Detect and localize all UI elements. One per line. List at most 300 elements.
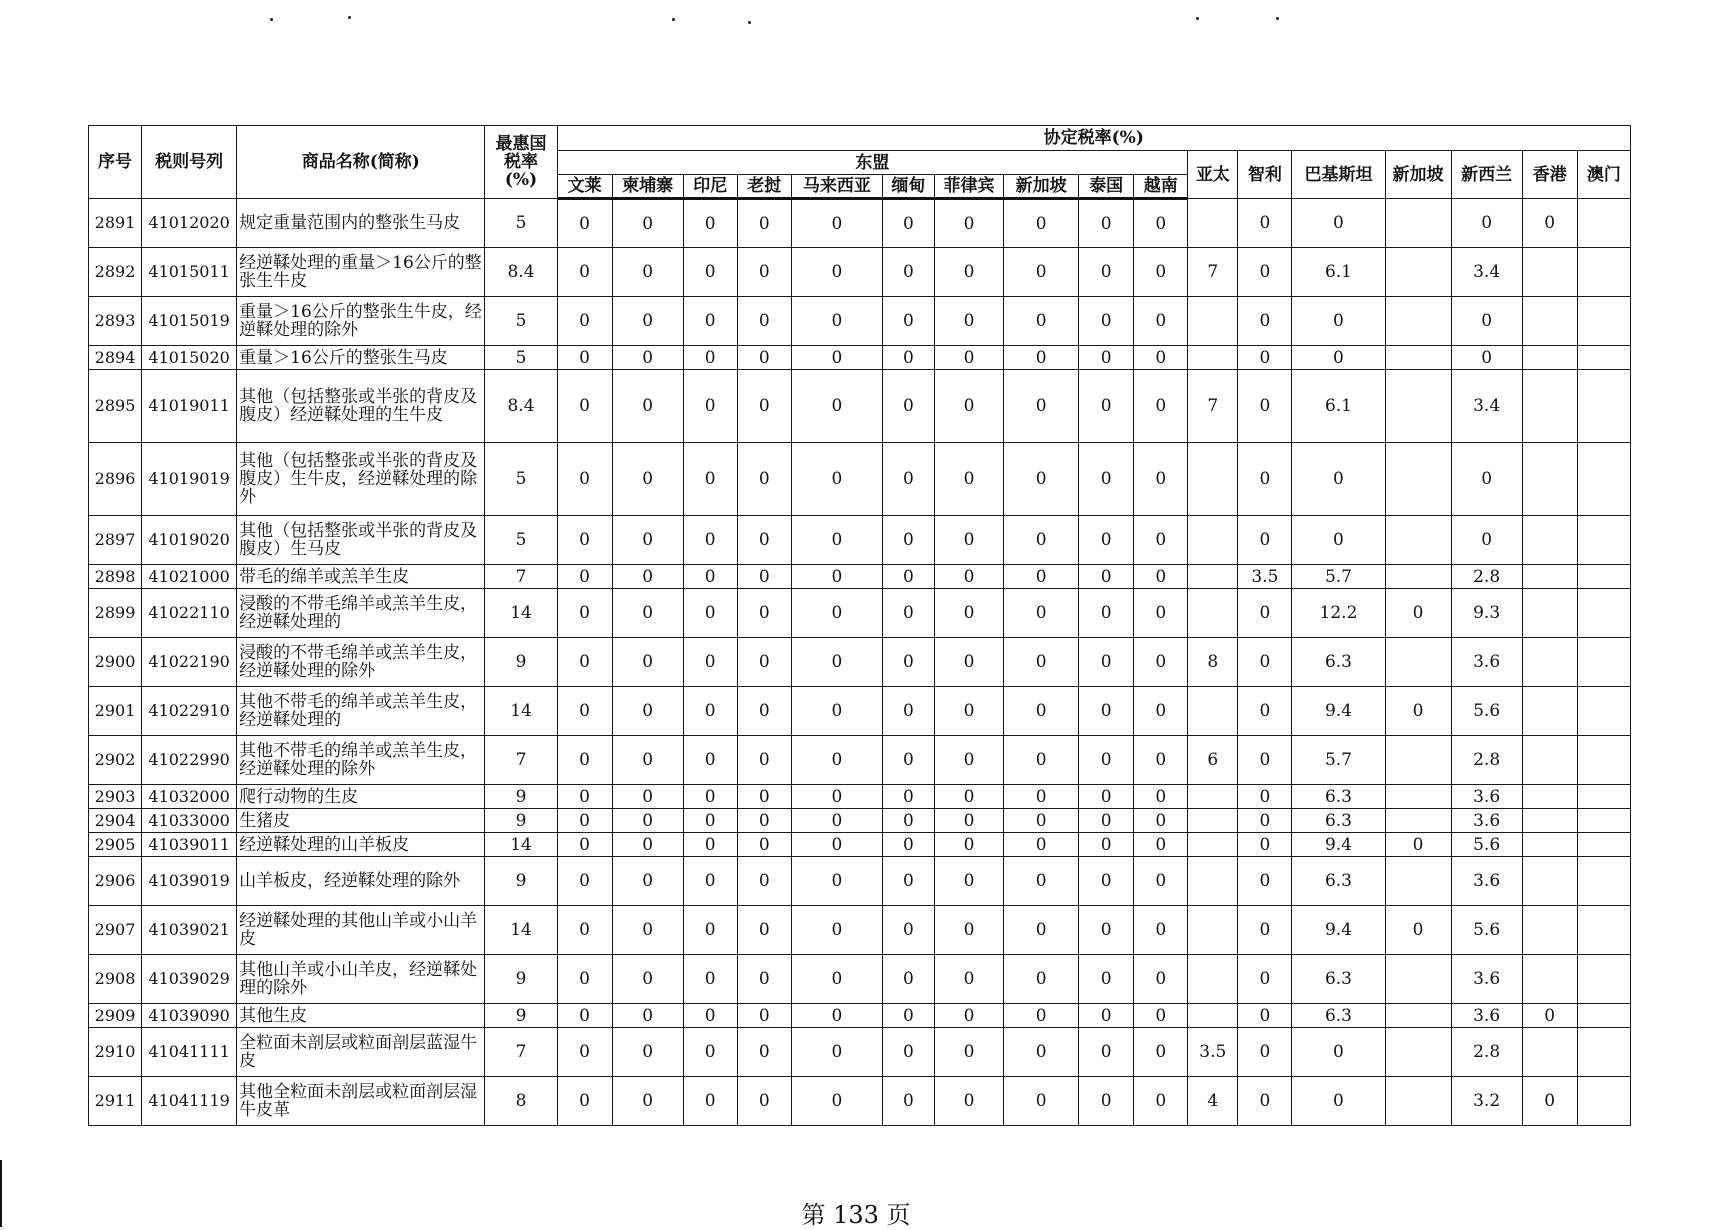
row-chile-rate: 0 — [1238, 785, 1292, 809]
row-chile-rate: 0 — [1238, 736, 1292, 785]
row-singapore-rate — [1385, 1028, 1451, 1077]
row-mfn-rate: 5 — [485, 199, 557, 248]
row-asean-rate: 0 — [737, 516, 791, 565]
row-seq: 2892 — [89, 248, 142, 297]
row-asean-rate: 0 — [1134, 443, 1188, 516]
table-row — [89, 906, 1631, 955]
row-pakistan-rate: 5.7 — [1292, 736, 1385, 785]
row-apta-rate — [1188, 857, 1238, 906]
row-new-zealand-rate: 2.8 — [1451, 736, 1522, 785]
header-asean-singapore: 新加坡 — [1004, 175, 1079, 199]
row-new-zealand-rate: 2.8 — [1451, 1028, 1522, 1077]
row-asean-rate: 0 — [1004, 346, 1079, 370]
row-mfn-rate: 5 — [485, 297, 557, 346]
row-asean-rate: 0 — [934, 443, 1003, 516]
row-singapore-rate — [1385, 346, 1451, 370]
row-asean-rate: 0 — [882, 443, 934, 516]
row-asean-rate: 0 — [683, 736, 737, 785]
row-asean-rate: 0 — [1004, 906, 1079, 955]
row-asean-rate: 0 — [683, 833, 737, 857]
row-asean-rate: 0 — [612, 1004, 683, 1028]
scan-speck — [672, 18, 675, 21]
row-asean-rate: 0 — [1134, 857, 1188, 906]
table-row — [89, 809, 1631, 833]
row-singapore-rate — [1385, 516, 1451, 565]
row-asean-rate: 0 — [1134, 565, 1188, 589]
row-pakistan-rate: 6.1 — [1292, 248, 1385, 297]
row-mfn-rate: 8 — [485, 1077, 557, 1126]
row-asean-rate: 0 — [683, 370, 737, 443]
row-asean-rate: 0 — [1134, 516, 1188, 565]
row-singapore-rate — [1385, 1077, 1451, 1126]
row-macau-rate — [1577, 955, 1630, 1004]
row-asean-rate: 0 — [683, 857, 737, 906]
row-new-zealand-rate: 5.6 — [1451, 906, 1522, 955]
row-singapore-rate — [1385, 199, 1451, 248]
row-mfn-rate: 9 — [485, 1004, 557, 1028]
scan-speck — [348, 16, 351, 19]
row-asean-rate: 0 — [1004, 248, 1079, 297]
row-chile-rate: 0 — [1238, 955, 1292, 1004]
header-mfn-line3: (%) — [504, 170, 538, 190]
row-asean-rate: 0 — [882, 370, 934, 443]
row-singapore-rate — [1385, 248, 1451, 297]
row-asean-rate: 0 — [934, 833, 1003, 857]
row-asean-rate: 0 — [1134, 370, 1188, 443]
table-row — [89, 736, 1631, 785]
row-asean-rate: 0 — [882, 638, 934, 687]
header-hong-kong: 香港 — [1522, 151, 1577, 199]
header-mfn-line1: 最惠国 — [495, 134, 547, 154]
row-macau-rate — [1577, 589, 1630, 638]
row-asean-rate: 0 — [1004, 199, 1079, 248]
header-asean: 东盟 — [557, 151, 1188, 175]
row-product-name: 重量＞16公斤的整张生牛皮，经逆鞣处理的除外 — [237, 297, 485, 346]
row-asean-rate: 0 — [934, 589, 1003, 638]
row-asean-rate: 0 — [1079, 248, 1134, 297]
row-new-zealand-rate: 3.4 — [1451, 370, 1522, 443]
row-pakistan-rate: 0 — [1292, 297, 1385, 346]
row-chile-rate: 0 — [1238, 346, 1292, 370]
row-asean-rate: 0 — [612, 443, 683, 516]
row-apta-rate — [1188, 906, 1238, 955]
table-row — [89, 955, 1631, 1004]
row-asean-rate: 0 — [882, 565, 934, 589]
row-seq: 2909 — [89, 1004, 142, 1028]
row-asean-rate: 0 — [1134, 687, 1188, 736]
row-asean-rate: 0 — [683, 297, 737, 346]
row-asean-rate: 0 — [791, 955, 882, 1004]
row-macau-rate — [1577, 1077, 1630, 1126]
row-seq: 2893 — [89, 297, 142, 346]
row-product-name: 其他不带毛的绵羊或羔羊生皮，经逆鞣处理的除外 — [237, 736, 485, 785]
row-asean-rate: 0 — [557, 833, 612, 857]
row-chile-rate: 0 — [1238, 297, 1292, 346]
table-row — [89, 370, 1631, 443]
row-mfn-rate: 9 — [485, 809, 557, 833]
row-pakistan-rate: 6.1 — [1292, 370, 1385, 443]
row-new-zealand-rate: 3.6 — [1451, 857, 1522, 906]
row-asean-rate: 0 — [882, 955, 934, 1004]
row-asean-rate: 0 — [1079, 857, 1134, 906]
row-asean-rate: 0 — [882, 297, 934, 346]
row-hong-kong-rate — [1522, 687, 1577, 736]
table-row — [89, 1028, 1631, 1077]
row-tariff-code: 41041111 — [142, 1028, 237, 1077]
row-chile-rate: 0 — [1238, 199, 1292, 248]
row-asean-rate: 0 — [934, 809, 1003, 833]
row-new-zealand-rate: 9.3 — [1451, 589, 1522, 638]
row-macau-rate — [1577, 297, 1630, 346]
row-asean-rate: 0 — [737, 1004, 791, 1028]
row-tariff-code: 41041119 — [142, 1077, 237, 1126]
row-mfn-rate: 5 — [485, 443, 557, 516]
row-asean-rate: 0 — [791, 565, 882, 589]
row-tariff-code: 41022190 — [142, 638, 237, 687]
row-product-name: 其他全粒面未剖层或粒面剖层湿牛皮革 — [237, 1077, 485, 1126]
row-asean-rate: 0 — [683, 516, 737, 565]
row-apta-rate: 8 — [1188, 638, 1238, 687]
row-tariff-code: 41012020 — [142, 199, 237, 248]
row-macau-rate — [1577, 785, 1630, 809]
table-row — [89, 248, 1631, 297]
row-asean-rate: 0 — [1004, 1028, 1079, 1077]
row-asean-rate: 0 — [612, 589, 683, 638]
row-asean-rate: 0 — [791, 809, 882, 833]
row-tariff-code: 41015020 — [142, 346, 237, 370]
row-tariff-code: 41015011 — [142, 248, 237, 297]
row-asean-rate: 0 — [557, 346, 612, 370]
row-asean-rate: 0 — [683, 565, 737, 589]
row-apta-rate — [1188, 346, 1238, 370]
row-asean-rate: 0 — [683, 1077, 737, 1126]
row-asean-rate: 0 — [1079, 370, 1134, 443]
row-seq: 2900 — [89, 638, 142, 687]
row-asean-rate: 0 — [791, 906, 882, 955]
row-product-name: 浸酸的不带毛绵羊或羔羊生皮，经逆鞣处理的除外 — [237, 638, 485, 687]
row-asean-rate: 0 — [1134, 199, 1188, 248]
row-asean-rate: 0 — [737, 833, 791, 857]
row-asean-rate: 0 — [1004, 833, 1079, 857]
row-asean-rate: 0 — [934, 1004, 1003, 1028]
header-code: 税则号列 — [142, 126, 237, 199]
row-asean-rate: 0 — [1134, 346, 1188, 370]
row-asean-rate: 0 — [791, 1028, 882, 1077]
row-asean-rate: 0 — [934, 297, 1003, 346]
row-asean-rate: 0 — [612, 906, 683, 955]
row-mfn-rate: 5 — [485, 346, 557, 370]
row-asean-rate: 0 — [934, 1077, 1003, 1126]
row-asean-rate: 0 — [882, 589, 934, 638]
row-asean-rate: 0 — [1134, 248, 1188, 297]
row-tariff-code: 41019011 — [142, 370, 237, 443]
row-hong-kong-rate — [1522, 955, 1577, 1004]
row-asean-rate: 0 — [791, 297, 882, 346]
row-asean-rate: 0 — [1004, 857, 1079, 906]
row-asean-rate: 0 — [791, 687, 882, 736]
row-pakistan-rate: 6.3 — [1292, 638, 1385, 687]
row-hong-kong-rate — [1522, 809, 1577, 833]
row-asean-rate: 0 — [934, 785, 1003, 809]
row-asean-rate: 0 — [882, 833, 934, 857]
row-asean-rate: 0 — [882, 346, 934, 370]
row-hong-kong-rate — [1522, 589, 1577, 638]
row-hong-kong-rate — [1522, 443, 1577, 516]
row-asean-rate: 0 — [882, 857, 934, 906]
row-asean-rate: 0 — [934, 955, 1003, 1004]
row-seq: 2907 — [89, 906, 142, 955]
row-singapore-rate — [1385, 857, 1451, 906]
header-name: 商品名称(简称) — [237, 126, 485, 199]
row-macau-rate — [1577, 638, 1630, 687]
header-new-zealand: 新西兰 — [1451, 151, 1522, 199]
row-asean-rate: 0 — [934, 906, 1003, 955]
row-apta-rate: 7 — [1188, 370, 1238, 443]
row-pakistan-rate: 0 — [1292, 199, 1385, 248]
row-hong-kong-rate — [1522, 1028, 1577, 1077]
row-product-name: 山羊板皮，经逆鞣处理的除外 — [237, 857, 485, 906]
row-macau-rate — [1577, 1004, 1630, 1028]
row-asean-rate: 0 — [1079, 346, 1134, 370]
row-new-zealand-rate: 3.6 — [1451, 809, 1522, 833]
row-tariff-code: 41039019 — [142, 857, 237, 906]
row-asean-rate: 0 — [612, 687, 683, 736]
row-asean-rate: 0 — [683, 1028, 737, 1077]
header-asean-malaysia: 马来西亚 — [791, 175, 882, 199]
row-pakistan-rate: 0 — [1292, 1077, 1385, 1126]
row-asean-rate: 0 — [1134, 736, 1188, 785]
row-asean-rate: 0 — [612, 736, 683, 785]
row-asean-rate: 0 — [791, 346, 882, 370]
row-seq: 2894 — [89, 346, 142, 370]
row-asean-rate: 0 — [1004, 687, 1079, 736]
row-chile-rate: 0 — [1238, 1004, 1292, 1028]
header-asean-laos: 老挝 — [737, 175, 791, 199]
row-asean-rate: 0 — [1004, 516, 1079, 565]
row-asean-rate: 0 — [737, 1077, 791, 1126]
row-asean-rate: 0 — [934, 346, 1003, 370]
row-macau-rate — [1577, 516, 1630, 565]
row-new-zealand-rate: 3.2 — [1451, 1077, 1522, 1126]
row-hong-kong-rate — [1522, 906, 1577, 955]
row-apta-rate — [1188, 955, 1238, 1004]
header-asean-cambodia: 柬埔寨 — [612, 175, 683, 199]
row-hong-kong-rate — [1522, 248, 1577, 297]
row-singapore-rate — [1385, 955, 1451, 1004]
row-asean-rate: 0 — [1079, 516, 1134, 565]
row-asean-rate: 0 — [737, 638, 791, 687]
row-chile-rate: 0 — [1238, 589, 1292, 638]
table-row — [89, 346, 1631, 370]
row-seq: 2901 — [89, 687, 142, 736]
row-asean-rate: 0 — [791, 516, 882, 565]
row-asean-rate: 0 — [1079, 955, 1134, 1004]
row-asean-rate: 0 — [791, 370, 882, 443]
row-asean-rate: 0 — [934, 638, 1003, 687]
row-pakistan-rate: 6.3 — [1292, 785, 1385, 809]
header-row-1 — [89, 126, 1631, 151]
row-macau-rate — [1577, 736, 1630, 785]
table-row — [89, 785, 1631, 809]
row-asean-rate: 0 — [683, 809, 737, 833]
row-macau-rate — [1577, 565, 1630, 589]
row-apta-rate — [1188, 785, 1238, 809]
row-hong-kong-rate — [1522, 638, 1577, 687]
header-asean-vietnam: 越南 — [1134, 175, 1188, 199]
row-asean-rate: 0 — [1004, 370, 1079, 443]
header-asean-brunei: 文莱 — [557, 175, 612, 199]
row-asean-rate: 0 — [737, 565, 791, 589]
row-apta-rate: 4 — [1188, 1077, 1238, 1126]
row-mfn-rate: 7 — [485, 1028, 557, 1077]
row-asean-rate: 0 — [934, 1028, 1003, 1077]
table-row — [89, 1077, 1631, 1126]
row-seq: 2898 — [89, 565, 142, 589]
row-asean-rate: 0 — [612, 809, 683, 833]
row-pakistan-rate: 9.4 — [1292, 687, 1385, 736]
row-asean-rate: 0 — [557, 857, 612, 906]
table-row — [89, 1004, 1631, 1028]
row-asean-rate: 0 — [934, 565, 1003, 589]
row-asean-rate: 0 — [612, 1028, 683, 1077]
row-tariff-code: 41039090 — [142, 1004, 237, 1028]
row-singapore-rate — [1385, 297, 1451, 346]
row-asean-rate: 0 — [737, 1028, 791, 1077]
row-singapore-rate — [1385, 809, 1451, 833]
row-chile-rate: 0 — [1238, 516, 1292, 565]
row-seq: 2906 — [89, 857, 142, 906]
row-seq: 2896 — [89, 443, 142, 516]
row-asean-rate: 0 — [1004, 565, 1079, 589]
row-chile-rate: 0 — [1238, 833, 1292, 857]
row-asean-rate: 0 — [737, 809, 791, 833]
row-seq: 2904 — [89, 809, 142, 833]
row-asean-rate: 0 — [1004, 785, 1079, 809]
row-asean-rate: 0 — [557, 638, 612, 687]
header-macau: 澳门 — [1577, 151, 1630, 199]
row-asean-rate: 0 — [791, 248, 882, 297]
row-chile-rate: 0 — [1238, 809, 1292, 833]
scan-speck — [270, 18, 273, 21]
row-asean-rate: 0 — [1004, 1077, 1079, 1126]
row-asean-rate: 0 — [1134, 809, 1188, 833]
header-asean-indonesia: 印尼 — [683, 175, 737, 199]
header-agreement: 协定税率(%) — [557, 126, 1630, 151]
row-mfn-rate: 14 — [485, 687, 557, 736]
row-seq: 2899 — [89, 589, 142, 638]
row-pakistan-rate: 6.3 — [1292, 1004, 1385, 1028]
row-asean-rate: 0 — [683, 248, 737, 297]
row-asean-rate: 0 — [1004, 736, 1079, 785]
row-macau-rate — [1577, 248, 1630, 297]
row-mfn-rate: 14 — [485, 589, 557, 638]
row-product-name: 全粒面未剖层或粒面剖层蓝湿牛皮 — [237, 1028, 485, 1077]
header-mfn-line2: 税率 — [504, 152, 538, 172]
row-asean-rate: 0 — [612, 638, 683, 687]
row-new-zealand-rate: 3.6 — [1451, 1004, 1522, 1028]
row-asean-rate: 0 — [882, 1077, 934, 1126]
row-asean-rate: 0 — [882, 906, 934, 955]
row-asean-rate: 0 — [612, 370, 683, 443]
row-chile-rate: 0 — [1238, 1077, 1292, 1126]
row-asean-rate: 0 — [934, 370, 1003, 443]
row-chile-rate: 0 — [1238, 687, 1292, 736]
row-asean-rate: 0 — [882, 687, 934, 736]
row-asean-rate: 0 — [1134, 785, 1188, 809]
row-asean-rate: 0 — [791, 1004, 882, 1028]
row-hong-kong-rate: 0 — [1522, 1004, 1577, 1028]
row-asean-rate: 0 — [737, 346, 791, 370]
row-seq: 2897 — [89, 516, 142, 565]
row-hong-kong-rate — [1522, 736, 1577, 785]
row-chile-rate: 0 — [1238, 906, 1292, 955]
row-asean-rate: 0 — [683, 589, 737, 638]
row-asean-rate: 0 — [612, 199, 683, 248]
row-asean-rate: 0 — [1079, 199, 1134, 248]
row-tariff-code: 41019020 — [142, 516, 237, 565]
row-macau-rate — [1577, 199, 1630, 248]
row-chile-rate: 0 — [1238, 370, 1292, 443]
row-mfn-rate: 8.4 — [485, 248, 557, 297]
row-asean-rate: 0 — [612, 785, 683, 809]
row-new-zealand-rate: 3.6 — [1451, 638, 1522, 687]
row-singapore-rate: 0 — [1385, 687, 1451, 736]
row-asean-rate: 0 — [737, 370, 791, 443]
table-row — [89, 687, 1631, 736]
row-asean-rate: 0 — [557, 443, 612, 516]
row-asean-rate: 0 — [557, 589, 612, 638]
row-new-zealand-rate: 5.6 — [1451, 687, 1522, 736]
row-tariff-code: 41039011 — [142, 833, 237, 857]
page-number: 第 133 页 — [801, 1201, 911, 1229]
header-apta: 亚太 — [1188, 151, 1238, 199]
row-macau-rate — [1577, 857, 1630, 906]
row-singapore-rate — [1385, 638, 1451, 687]
row-hong-kong-rate — [1522, 297, 1577, 346]
row-asean-rate: 0 — [882, 516, 934, 565]
row-product-name: 其他（包括整张或半张的背皮及腹皮）生马皮 — [237, 516, 485, 565]
row-asean-rate: 0 — [737, 857, 791, 906]
row-hong-kong-rate — [1522, 785, 1577, 809]
row-seq: 2891 — [89, 199, 142, 248]
row-apta-rate — [1188, 443, 1238, 516]
row-tariff-code: 41015019 — [142, 297, 237, 346]
row-pakistan-rate: 0 — [1292, 516, 1385, 565]
row-asean-rate: 0 — [1004, 638, 1079, 687]
row-mfn-rate: 14 — [485, 833, 557, 857]
row-asean-rate: 0 — [612, 297, 683, 346]
row-macau-rate — [1577, 370, 1630, 443]
row-product-name: 经逆鞣处理的山羊板皮 — [237, 833, 485, 857]
row-asean-rate: 0 — [612, 833, 683, 857]
row-product-name: 规定重量范围内的整张生马皮 — [237, 199, 485, 248]
scan-speck — [1276, 17, 1279, 20]
row-tariff-code: 41022910 — [142, 687, 237, 736]
scan-edge-mark — [0, 1160, 2, 1227]
row-asean-rate: 0 — [557, 1004, 612, 1028]
row-asean-rate: 0 — [791, 589, 882, 638]
scan-speck — [748, 21, 751, 24]
row-new-zealand-rate: 3.6 — [1451, 955, 1522, 1004]
row-asean-rate: 0 — [882, 199, 934, 248]
row-asean-rate: 0 — [557, 906, 612, 955]
table-row — [89, 443, 1631, 516]
row-asean-rate: 0 — [683, 955, 737, 1004]
row-asean-rate: 0 — [683, 687, 737, 736]
row-asean-rate: 0 — [557, 297, 612, 346]
row-chile-rate: 0 — [1238, 443, 1292, 516]
row-macau-rate — [1577, 1028, 1630, 1077]
